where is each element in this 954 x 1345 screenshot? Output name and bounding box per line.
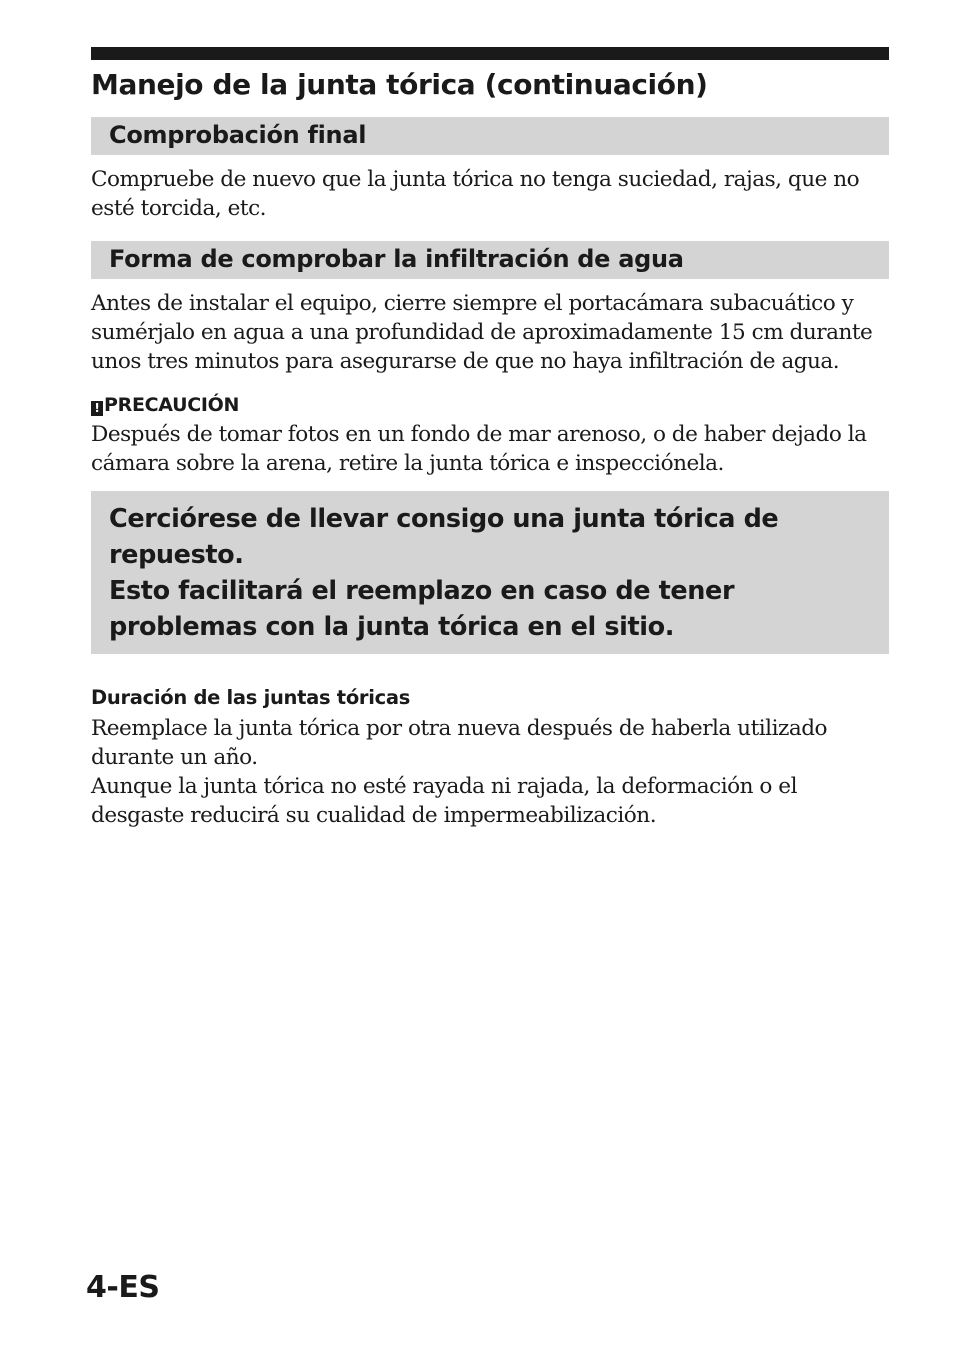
text-line: Aunque la junta tórica no esté rayada ni rajada, la deformación o el xyxy=(91,774,797,799)
caution-paragraph xyxy=(91,420,889,478)
page-title: Manejo de la junta tórica (continuación) xyxy=(91,68,708,101)
text-line: durante un año. xyxy=(91,745,258,770)
caution-heading xyxy=(91,392,239,418)
final-check-paragraph xyxy=(91,165,889,223)
text-line: desgaste reducirá su cualidad de impermeabilización. xyxy=(91,803,657,828)
page-number: 4-ES xyxy=(86,1270,160,1305)
notice-line: Cerciórese de llevar consigo una junta tórica de xyxy=(109,504,779,534)
text-line: esté torcida, etc. xyxy=(91,196,267,221)
text-line: unos tres minutos para asegurarse de que no haya infiltración de agua. xyxy=(91,349,840,374)
text-line: sumérjalo en agua a una profundidad de aproximadamente 15 cm durante xyxy=(91,320,873,345)
caution-label: PRECAUCIÓN xyxy=(104,394,240,416)
notice-line: problemas con la junta tórica en el sitio. xyxy=(109,612,675,642)
text-line: Reemplace la junta tórica por otra nueva después de haberla utilizado xyxy=(91,716,828,741)
caution-icon: ! xyxy=(91,401,103,416)
water-check-paragraph xyxy=(91,289,889,376)
top-rule xyxy=(91,47,889,60)
notice-line: Esto facilitará el reemplazo en caso de tener xyxy=(109,576,735,606)
lifespan-heading: Duración de las juntas tóricas xyxy=(91,686,411,709)
text-line: cámara sobre la arena, retire la junta tórica e inspecciónela. xyxy=(91,451,724,476)
text-line: Compruebe de nuevo que la junta tórica no tenga suciedad, rajas, que no xyxy=(91,167,860,192)
spare-oring-notice xyxy=(91,491,889,654)
lifespan-paragraph xyxy=(91,714,889,830)
notice-line: repuesto. xyxy=(109,540,244,570)
text-line: Después de tomar fotos en un fondo de mar arenoso, o de haber dejado la xyxy=(91,422,867,447)
text-line: Antes de instalar el equipo, cierre siempre el portacámara subacuático y xyxy=(91,291,854,316)
section-heading-final-check: Comprobación final xyxy=(91,117,889,155)
section-heading-water-check: Forma de comprobar la infiltración de agua xyxy=(91,241,889,279)
